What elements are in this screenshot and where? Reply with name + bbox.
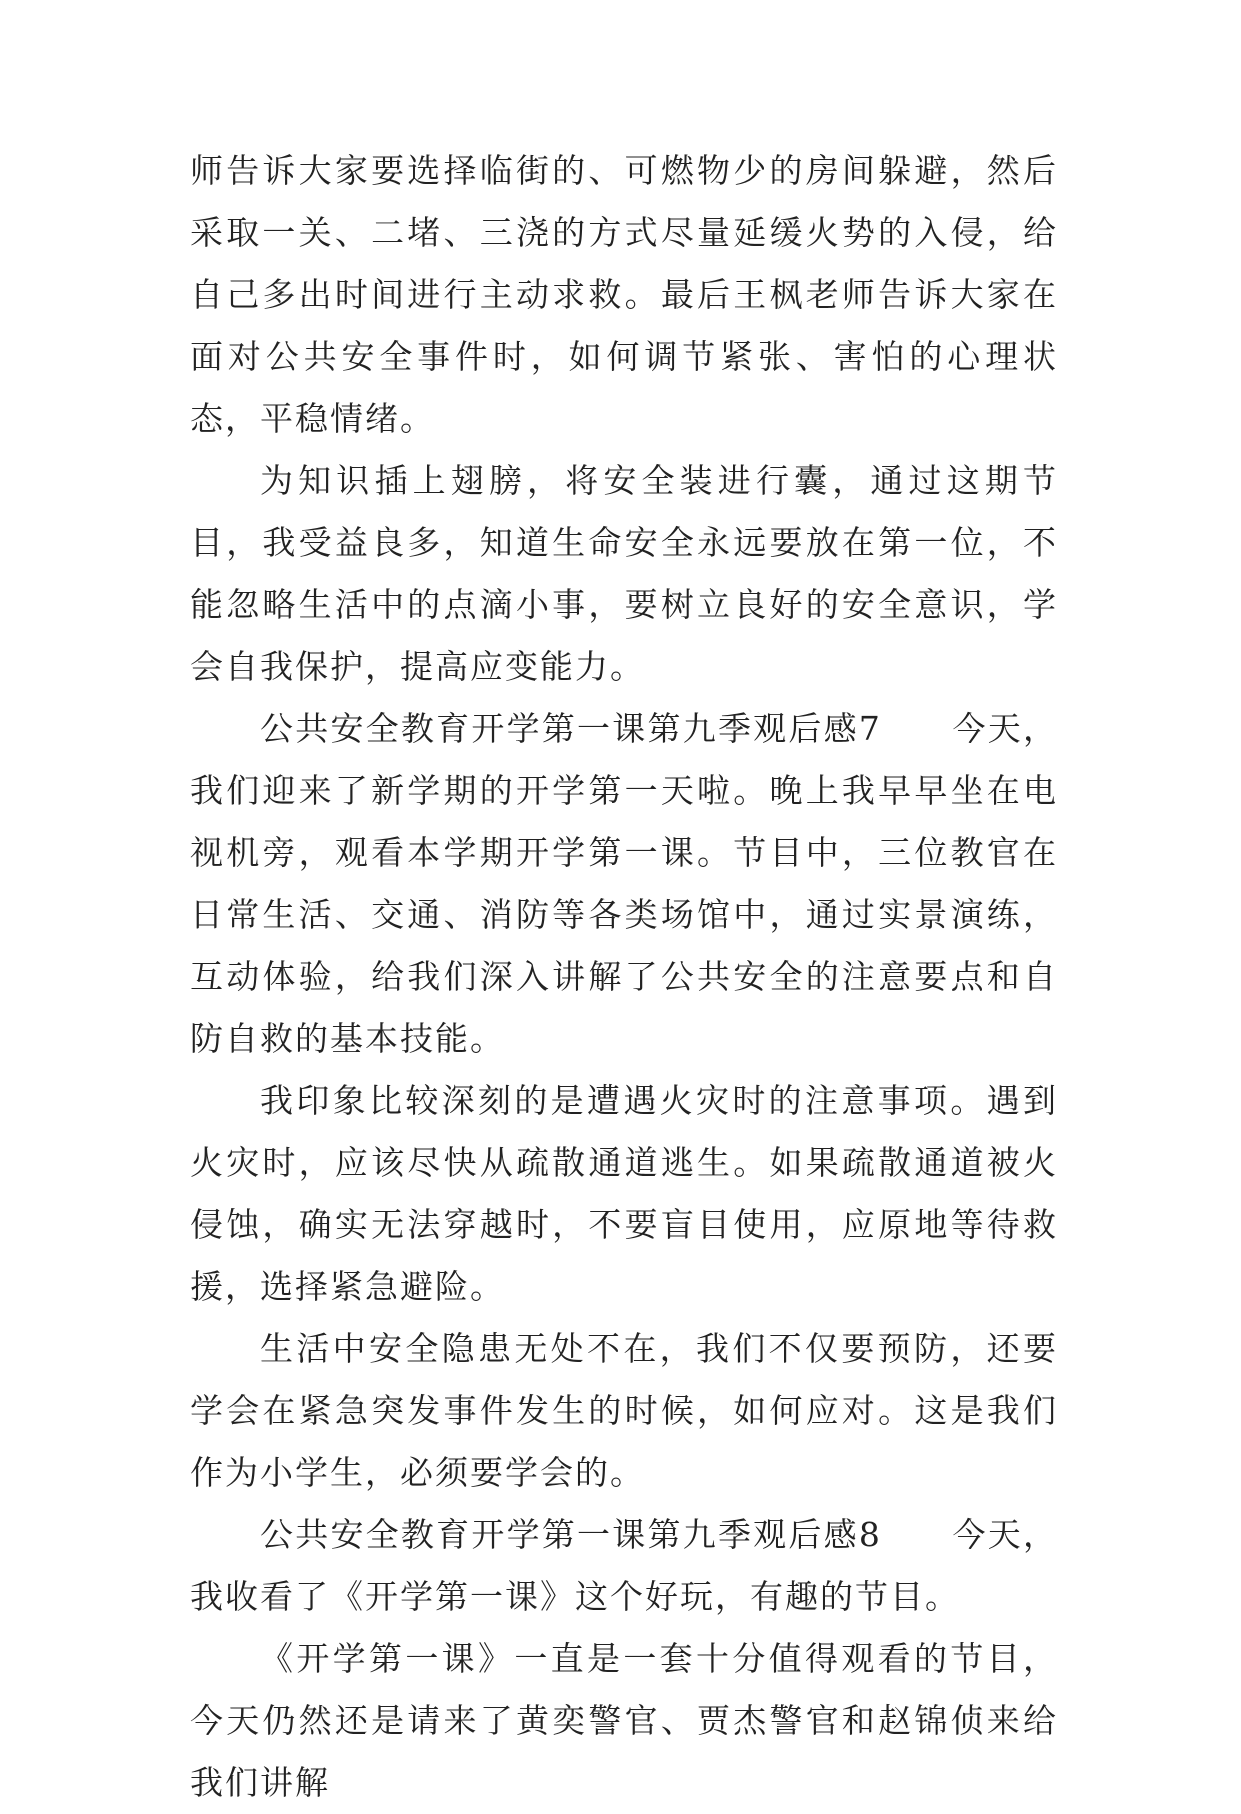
paragraph-7: 《开学第一课》一直是一套十分值得观看的节目，今天仍然还是请来了黄奕警官、贾杰警官和赵锦侦来给我们讲解 (190, 1639, 1058, 1802)
document-body (190, 140, 1058, 1814)
paragraph-2: 为知识插上翅膀，将安全装进行囊，通过这期节目，我受益良多，知道生命安全永远要放在第一位，不能忽略生活中的点滴小事，要树立良好的安全意识，学会自我保护，提高应变能力。 (190, 461, 1058, 686)
paragraph-4: 我印象比较深刻的是遭遇火灾时的注意事项。遇到火灾时，应该尽快从疏散通道逃生。如果疏散通道被火侵蚀，确实无法穿越时，不要盲目使用，应原地等待救援，选择紧急避险。 (190, 1081, 1058, 1306)
paragraph-6: 公共安全教育开学第一课第九季观后感8 今天，我收看了《开学第一课》这个好玩，有趣的节目。 (190, 1515, 1058, 1616)
paragraph-5: 生活中安全隐患无处不在，我们不仅要预防，还要学会在紧急突发事件发生的时候，如何应对。这是我们作为小学生，必须要学会的。 (190, 1329, 1058, 1492)
paragraph-1: 师告诉大家要选择临街的、可燃物少的房间躲避，然后采取一关、二堵、三浇的方式尽量延缓火势的入侵，给自己多出时间进行主动求救。最后王枫老师告诉大家在面对公共安全事件时，如何调节紧张、害怕的心理状态，平稳情绪。 (190, 151, 1058, 438)
paragraph-3: 公共安全教育开学第一课第九季观后感7 今天，我们迎来了新学期的开学第一天啦。晚上我早早坐在电视机旁，观看本学期开学第一课。节目中，三位教官在日常生活、交通、消防等各类场馆中，通过实景演练，互动体验，给我们深入讲解了公共安全的注意要点和自防自救的基本技能。 (190, 709, 1058, 1058)
